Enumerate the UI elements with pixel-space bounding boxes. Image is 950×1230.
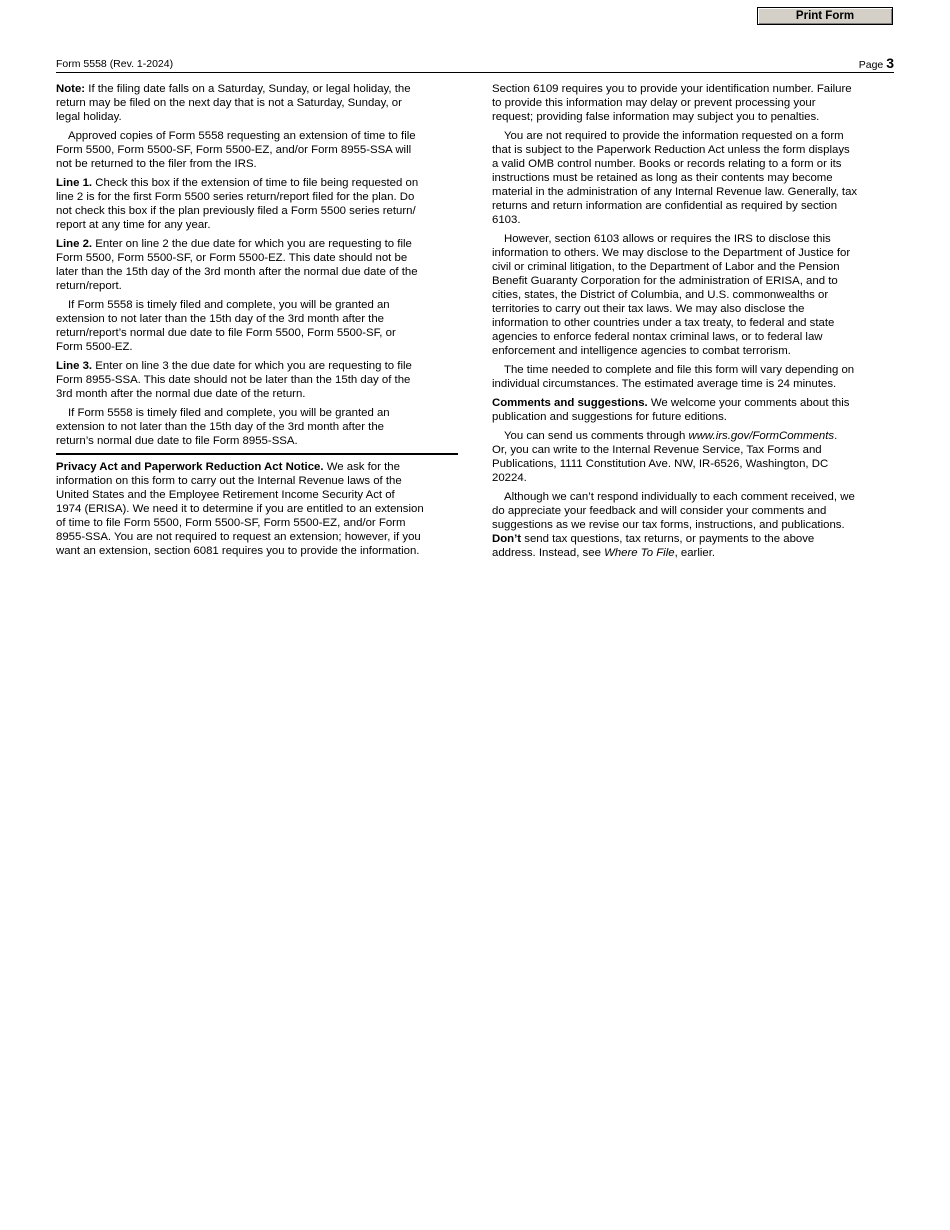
section-6109-paragraph bbox=[492, 82, 894, 124]
text-line: If Form 5558 is timely filed and complete, you will be granted an bbox=[68, 407, 390, 419]
privacy-act-paragraph bbox=[56, 460, 458, 558]
line-2-heading: Line 2. bbox=[56, 238, 93, 250]
text-line: Form 5500, Form 5500-SF, or Form 5500-EZ. This date should not be bbox=[56, 252, 408, 264]
text-line: not check this box if the plan previously filed a Form 5500 series return/ bbox=[56, 205, 416, 217]
text-line: Check this box if the extension of time to file being requested on bbox=[92, 177, 419, 189]
text-line: agencies to enforce federal nontax criminal laws, or to federal law bbox=[492, 331, 823, 343]
text-line: a valid OMB control number. Books or records relating to a form or its bbox=[492, 158, 842, 170]
timely-filed-paragraph-2 bbox=[56, 406, 458, 448]
text-line: 6103. bbox=[492, 214, 521, 226]
although-paragraph bbox=[492, 490, 894, 560]
text-line: to provide this information may delay or prevent processing your bbox=[492, 97, 816, 109]
text-line: Or, you can write to the Internal Revenue Service, Tax Forms and bbox=[492, 444, 822, 456]
dont-emphasis: Don’t bbox=[492, 533, 522, 545]
text-line: not be returned to the filer from the IRS. bbox=[56, 158, 257, 170]
form-identifier: Form 5558 (Rev. 1-2024) bbox=[56, 58, 174, 70]
text-line: information on this form to carry out the Internal Revenue laws of the bbox=[56, 475, 402, 487]
text-line: We welcome your comments about this bbox=[647, 397, 850, 409]
text-line: Enter on line 3 the due date for which you are requesting to file bbox=[92, 360, 412, 372]
text-line: 20224. bbox=[492, 472, 527, 484]
text-line: of time to file Form 5500, Form 5500-SF, Form 5500-EZ, and/or Form bbox=[56, 517, 406, 529]
text-line: territories to carry out their tax laws. We may also disclose the bbox=[492, 303, 805, 315]
text-line: extension to not later than the 15th day of the 3rd month after the bbox=[56, 421, 385, 433]
text-line: information to others. We may disclose to the Department of Justice for bbox=[492, 247, 851, 259]
text-line: return may be filed on the next day that is not a Saturday, Sunday, or bbox=[56, 97, 402, 109]
text-line: extension to not later than the 15th day of the 3rd month after the bbox=[56, 313, 385, 325]
text-line: United States and the Employee Retirement Income Security Act of bbox=[56, 489, 395, 501]
text-line: cities, states, the District of Columbia, and U.S. commonwealths or bbox=[492, 289, 829, 301]
text-line: that is subject to the Paperwork Reduction Act unless the form displays bbox=[492, 144, 850, 156]
note-heading: Note: bbox=[56, 83, 86, 95]
page-number bbox=[859, 55, 894, 71]
text-line: Publications, 1111 Constitution Ave. NW, IR-6526, Washington, DC bbox=[492, 458, 829, 470]
text-line: 3rd month after the normal due date of the return. bbox=[56, 388, 306, 400]
text-line: You are not required to provide the information requested on a form bbox=[504, 130, 844, 142]
print-form-button[interactable]: Print Form bbox=[757, 7, 893, 25]
text-line: individual circumstances. The estimated average time is 24 minutes. bbox=[492, 378, 837, 390]
line-2-paragraph bbox=[56, 237, 458, 293]
text-line: return’s normal due date to file Form 8955-SSA. bbox=[56, 435, 298, 447]
text-line: address. Instead, see bbox=[492, 547, 605, 559]
timely-filed-paragraph-1 bbox=[56, 298, 458, 354]
text-line: material in the administration of any Internal Revenue law. Generally, tax bbox=[492, 186, 858, 198]
text-line: You can send us comments through bbox=[504, 430, 689, 442]
text-line: instructions must be retained as long as their contents may become bbox=[492, 172, 833, 184]
text-line: 8955-SSA. You are not required to request an extension; however, if you bbox=[56, 531, 421, 543]
left-column bbox=[56, 82, 458, 563]
where-to-file-reference: Where To File bbox=[604, 547, 675, 559]
text-line: We ask for the bbox=[323, 461, 400, 473]
text-line: publication and suggestions for future editions. bbox=[492, 411, 727, 423]
comments-paragraph bbox=[492, 396, 894, 424]
text-line: However, section 6103 allows or requires the IRS to disclose this bbox=[504, 233, 831, 245]
form-comments-link[interactable]: www.irs.gov/FormComments bbox=[688, 430, 835, 442]
time-needed-paragraph bbox=[492, 363, 894, 391]
text-line: Benefit Guaranty Corporation for the administration of ERISA, and to bbox=[492, 275, 838, 287]
text-line: returns and return information are confidential as required by section bbox=[492, 200, 838, 212]
text-line: do appreciate your feedback and will consider your comments and bbox=[492, 505, 827, 517]
section-6103-paragraph bbox=[492, 232, 894, 358]
text-line: suggestions as we revise our tax forms, instructions, and publications. bbox=[492, 519, 845, 531]
text-line: If the filing date falls on a Saturday, Sunday, or legal holiday, the bbox=[85, 83, 411, 95]
text-line: Form 8955-SSA. This date should not be later than the 15th day of the bbox=[56, 374, 411, 386]
text-line: report at any time for any year. bbox=[56, 219, 211, 231]
text-line: Form 5500-EZ. bbox=[56, 341, 133, 353]
text-line: If Form 5558 is timely filed and complete, you will be granted an bbox=[68, 299, 390, 311]
note-paragraph bbox=[56, 82, 458, 124]
approved-copies-paragraph bbox=[56, 129, 458, 171]
privacy-act-heading: Privacy Act and Paperwork Reduction Act Notice. bbox=[56, 461, 324, 473]
line-3-paragraph bbox=[56, 359, 458, 401]
right-column bbox=[492, 82, 894, 565]
text-line: Approved copies of Form 5558 requesting an extension of time to file bbox=[68, 130, 416, 142]
line-1-heading: Line 1. bbox=[56, 177, 93, 189]
text-line: Enter on line 2 the due date for which you are requesting to file bbox=[92, 238, 412, 250]
text-line: Form 5500, Form 5500-SF, Form 5500-EZ, and/or Form 8955-SSA will bbox=[56, 144, 412, 156]
line-3-heading: Line 3. bbox=[56, 360, 93, 372]
text-line: line 2 is for the first Form 5500 series return/report filed for the plan. Do bbox=[56, 191, 415, 203]
text-line: civil or criminal litigation, to the Department of Labor and the Pension bbox=[492, 261, 840, 273]
text-line: return/report’s normal due date to file Form 5500, Form 5500-SF, or bbox=[56, 327, 396, 339]
page-header bbox=[56, 54, 894, 73]
text-line: return/report. bbox=[56, 280, 122, 292]
not-required-paragraph bbox=[492, 129, 894, 227]
text-line: The time needed to complete and file this form will vary depending on bbox=[504, 364, 855, 376]
text-line: send tax questions, tax returns, or payments to the above bbox=[521, 533, 815, 545]
text-line: . bbox=[834, 430, 838, 442]
text-line: legal holiday. bbox=[56, 111, 122, 123]
text-line: enforcement and intelligence agencies to combat terrorism. bbox=[492, 345, 791, 357]
text-line: later than the 15th day of the 3rd month after the normal due date of the bbox=[56, 266, 418, 278]
comments-heading: Comments and suggestions. bbox=[492, 397, 648, 409]
text-line: Section 6109 requires you to provide your identification number. Failure bbox=[492, 83, 852, 95]
text-line: request; providing false information may subject you to penalties. bbox=[492, 111, 820, 123]
text-line: information to other countries under a tax treaty, to federal and state bbox=[492, 317, 835, 329]
text-line: Although we can’t respond individually to each comment received, we bbox=[504, 491, 855, 503]
text-line: , earlier. bbox=[674, 547, 716, 559]
section-divider bbox=[56, 453, 458, 455]
page-prefix: Page bbox=[858, 59, 884, 71]
send-comments-paragraph bbox=[492, 429, 894, 485]
line-1-paragraph bbox=[56, 176, 458, 232]
page-number-value: 3 bbox=[886, 55, 894, 71]
text-line: 1974 (ERISA). We need it to determine if you are entitled to an extension bbox=[56, 503, 424, 515]
text-line: want an extension, section 6081 requires you to provide the information. bbox=[56, 545, 420, 557]
